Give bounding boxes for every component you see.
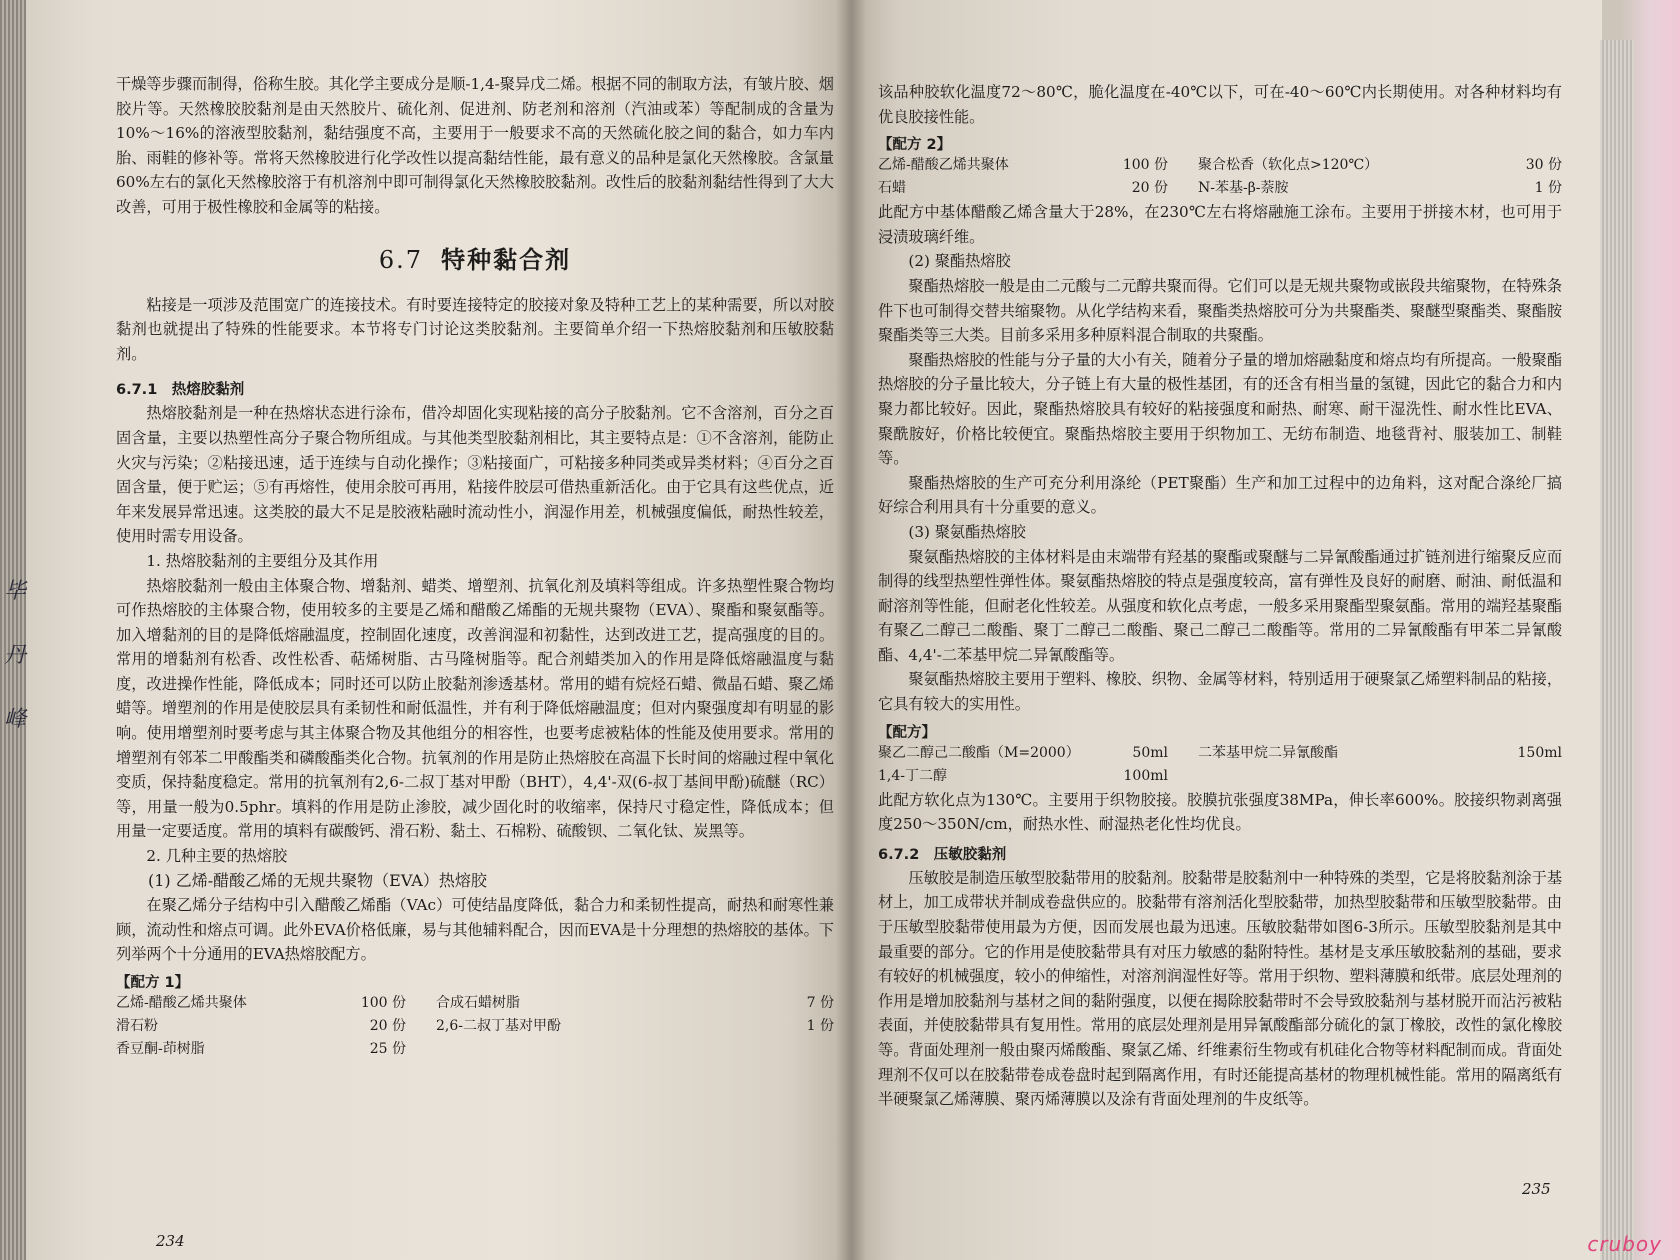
amount: 20 份 xyxy=(1131,180,1168,197)
formula1-label: 【配方 1】 xyxy=(116,975,190,991)
amount: 7 份 xyxy=(806,995,834,1011)
ingredient xyxy=(436,1038,794,1061)
page-number-right: 235 xyxy=(1522,1180,1551,1198)
formula2-label: 【配方 2】 xyxy=(878,137,952,154)
amount: 1 份 xyxy=(1534,180,1562,197)
ingredient: 乙烯-醋酸乙烯共聚体 xyxy=(878,157,1009,174)
eva-text: 在聚乙烯分子结构中引入醋酸乙烯酯（VAc）可使结晶度降低，黏合力和柔韧性提高，耐热和耐寒性兼顾，流动性和熔点可调。此外EVA价格低廉，易与其他辅料配合，因而EVA是十分理想的热熔胶的基体。下列举两个十分通用的EVA热熔胶配方。 xyxy=(116,896,834,964)
pu-p1: 聚氨酯热熔胶的主体材料是由末端带有羟基的聚酯或聚醚与二异氰酸酯通过扩链剂进行缩聚反应而制得的线型热塑性弹性体。聚氨酯热熔胶的特点是强度较高，富有弹性及良好的耐磨、耐油、耐低温和耐溶剂等性能，但耐老化性较差。从强度和软化点考虑，一般多采用聚酯型聚氨酯。常用的端羟基聚酯有聚乙二醇己二酸酯、聚丁二醇己二酸酯、聚己二醇己二酸酯等。常用的二异氰酸酯有甲苯二异氰酸酯、4,4'-二苯基甲烷二异氰酸酯等。 xyxy=(878,547,1562,664)
book-gutter xyxy=(836,0,866,1260)
ingredient: 聚乙二醇己二酸酯（M=2000） xyxy=(878,744,1080,761)
watermark-text: cruboy xyxy=(1587,1232,1662,1256)
eva-title: (1) 乙烯-醋酸乙烯的无规共聚物（EVA）热熔胶 xyxy=(148,870,487,890)
ingredient: 滑石粉 xyxy=(116,1018,158,1034)
formula-row xyxy=(878,742,1562,765)
formula-row xyxy=(878,765,1562,788)
amount: 100 份 xyxy=(360,995,406,1011)
ingredient: 合成石蜡树脂 xyxy=(436,995,520,1011)
amount: 150ml xyxy=(1517,744,1562,761)
formula-row xyxy=(878,177,1562,200)
section-title: 特种黏合剂 xyxy=(441,244,572,274)
section-number: 6.7 xyxy=(378,245,424,274)
right-page-edges xyxy=(1600,40,1634,1260)
formula3-table xyxy=(878,742,1562,788)
eva-properties: 该品种胶软化温度72～80℃，脆化温度在-40℃以下，可在-40～60℃内长期使用。对各种材料均有优良胶接性能。 xyxy=(878,83,1562,126)
ingredient: 聚合松香（软化点>120℃） xyxy=(1198,157,1379,174)
subsection-671-heading: 6.7.1 热熔胶黏剂 xyxy=(116,382,245,399)
formula3-label: 【配方】 xyxy=(878,724,936,741)
amount: 30 份 xyxy=(1525,157,1562,174)
handwritten-note: 毕 丹 峰 xyxy=(4,579,27,732)
amount xyxy=(794,1038,834,1061)
ingredient: 石蜡 xyxy=(878,180,906,197)
formula-row xyxy=(116,992,834,1015)
amount: 1 份 xyxy=(806,1018,834,1034)
subsection-672-heading: 6.7.2 压敏胶黏剂 xyxy=(878,846,1007,863)
ingredient xyxy=(1198,765,1502,788)
ingredient: 香豆酮-茚树脂 xyxy=(116,1041,205,1057)
ingredient: 二苯基甲烷二异氰酸酯 xyxy=(1198,744,1338,761)
polyester-p3: 聚酯热熔胶的生产可充分利用涤纶（PET聚酯）生产和加工过程中的边角料，这对配合涤纶厂搞好综合利用具有十分重要的意义。 xyxy=(878,473,1562,517)
page-number-left: 234 xyxy=(156,1232,185,1250)
amount xyxy=(1502,765,1562,788)
point2-heading: 2. 几种主要的热熔胶 xyxy=(146,847,288,866)
formula1-table xyxy=(116,992,834,1061)
formula-row xyxy=(116,1015,834,1038)
pu-title: (3) 聚氨酯热熔胶 xyxy=(908,522,1026,541)
formula2-table xyxy=(878,154,1562,200)
formula2-note: 此配方中基体醋酸乙烯含量大于28%，在230℃左右将熔融施工涂布。主要用于拼接木材，也可用于浸渍玻璃纤维。 xyxy=(878,203,1562,246)
polyester-p2: 聚酯热熔胶的性能与分子量的大小有关，随着分子量的增加熔融黏度和熔点均有所提高。一般聚酯热熔胶的分子量比较大，分子链上有大量的极性基团，有的还含有相当量的氢键，因此它的黏合力和内聚力都比较好。因此，聚酯热熔胶具有较好的粘接强度和耐热、耐寒、耐干湿洗性、耐水性比EVA、聚酰胺好，价格比较便宜。聚酯热熔胶主要用于织物加工、无纺布制造、地毯背衬、服装加工、制鞋等。 xyxy=(878,350,1562,468)
ingredient: 乙烯-醋酸乙烯共聚体 xyxy=(116,995,247,1011)
right-page xyxy=(852,0,1602,1260)
point1-heading: 1. 热熔胶黏剂的主要组分及其作用 xyxy=(146,551,379,570)
ingredient: 1,4-丁二醇 xyxy=(878,767,947,784)
pressure-sensitive-text: 压敏胶是制造压敏型胶黏带用的胶黏剂。胶黏带是胶黏剂中一种特殊的类型，它是将胶黏剂涂于基材上，加工成带状并制成卷盘供应的。胶黏带有溶剂活化型胶黏带，加热型胶黏带和压敏型胶黏带。由于压敏型胶黏带使用最为方便，因而发展也最为迅速。压敏胶黏带如图6-3所示。压敏型胶黏剂是其中最重要的部分。它的作用是使胶黏带具有对压力敏感的黏附特性。基材是支承压敏胶黏剂的基础，要求有较好的机械强度，较小的伸缩性，对溶剂润湿性好等。常用于织物、塑料薄膜和纸带。底层处理剂的作用是增加胶黏剂与基材之间的黏附强度，以便在揭除胶黏带时不会导致胶黏剂与基材脱开而沾污被粘表面，并使胶黏带具有复用性。常用的底层处理剂是用异氰酸酯部分硫化的氯丁橡胶，改性的氯化橡胶等。背面处理剂一般由聚丙烯酸酯、聚氯乙烯、纤维素衍生物或有机硅化合物等材料配制而成。背面处理剂不仅可以在胶黏带卷成卷盘时起到隔离作用，有时还能提高基材的物理机械性能。常用的隔离纸有半硬聚氯乙烯薄膜、聚丙烯薄膜以及涂有背面处理剂的牛皮纸等。 xyxy=(878,868,1562,1109)
amount: 25 份 xyxy=(369,1041,406,1057)
polyester-p1: 聚酯热熔胶一般是由二元酸与二元醇共聚而得。它们可以是无规共聚物或嵌段共缩聚物，在特殊条件下也可制得交替共缩聚物。从化学结构来看，聚酯类热熔胶可分为共聚酯类、聚醚型聚酯类、聚酯胺聚酯类等三大类。目前多采用多种原料混合制取的共聚酯。 xyxy=(878,276,1562,345)
left-page xyxy=(26,0,852,1260)
ingredient: 2,6-二叔丁基对甲酚 xyxy=(436,1018,561,1034)
polyester-title: (2) 聚酯热熔胶 xyxy=(908,252,1011,271)
ingredient: N-苯基-β-萘胺 xyxy=(1198,180,1289,197)
amount: 100ml xyxy=(1123,767,1168,784)
amount: 20 份 xyxy=(369,1018,406,1034)
formula-row xyxy=(116,1038,834,1061)
section-heading xyxy=(116,240,834,275)
pu-p2: 聚氨酯热熔胶主要用于塑料、橡胶、织物、金属等材料，特别适用于硬聚氯乙烯塑料制品的粘接，它具有较大的实用性。 xyxy=(878,670,1562,714)
paragraph-natural-rubber: 干燥等步骤而制得，俗称生胶。其化学主要成分是顺-1,4-聚异戊二烯。根据不同的制取方法，有皱片胶、烟胶片等。天然橡胶胶黏剂是由天然胶片、硫化剂、促进剂、防老剂和溶剂（汽油或苯）等配制成的含量为10%～16%的溶液型胶黏剂，黏结强度不高，主要用于一般要求不高的天然硫化胶之间的黏合，如力车内胎、雨鞋的修补等。常将天然橡胶进行化学改性以提高黏结性能，最有意义的品种是氯化天然橡胶。含氯量60%左右的氯化天然橡胶溶于有机溶剂中即可制得氯化天然橡胶胶黏剂。改性后的胶黏剂黏结性得到了大大改善，可用于极性橡胶和金属等的粘接。 xyxy=(116,75,834,216)
hot-melt-paragraph: 热熔胶黏剂是一种在热熔状态进行涂布，借冷却固化实现粘接的高分子胶黏剂。它不含溶剂，百分之百固含量，主要以热塑性高分子聚合物所组成。与其他类型胶黏剂相比，其主要特点是：①不含溶剂，能防止火灾与污染；②粘接迅速，适于连续与自动化操作；③粘接面广，可粘接多种同类或异类材料；④百分之百固含量，便于贮运；⑤有再熔性，使用余胶可再用，粘接件胶层可借热重新活化。由于它具有这些优点，近年来发展异常迅速。这类胶的最大不足是胶液粘融时流动性小，润湿作用差，机械强度偏低，耐热性较差，使用时需专用设备。 xyxy=(116,404,834,546)
formula3-note: 此配方软化点为130℃。主要用于织物胶接。胶膜抗张强度38MPa，伸长率600%。胶接织物剥离强度250～350N/cm，耐热水性、耐湿热老化性均优良。 xyxy=(878,790,1562,834)
section-intro: 粘接是一项涉及范围宽广的连接技术。有时要连接特定的胶接对象及特种工艺上的某种需要，所以对胶黏剂也就提出了特殊的性能要求。本节将专门讨论这类胶黏剂。主要简单介绍一下热熔胶黏剂和压敏胶黏剂。 xyxy=(116,295,834,363)
formula-row xyxy=(878,154,1562,177)
amount: 50ml xyxy=(1132,744,1168,761)
point1-text: 热熔胶黏剂一般由主体聚合物、增黏剂、蜡类、增塑剂、抗氧化剂及填料等组成。许多热塑性聚合物均可作热熔胶的主体聚合物，使用较多的主要是乙烯和醋酸乙烯酯的无规共聚物（EVA）、聚酯和聚氨酯等。加入增黏剂的目的是降低熔融温度，控制固化速度，改善润湿和初黏性，达到改进工艺，提高强度的目的。常用的增黏剂有松香、改性松香、萜烯树脂、古马隆树脂等。配合剂蜡类加入的作用是降低熔融温度与黏度，改进操作性能，降低成本；同时还可以防止胶黏剂渗透基材。常用的蜡有烷烃石蜡、微晶石蜡、聚乙烯蜡等。增塑剂的作用是使胶层具有柔韧性和耐低温性，并有利于降低熔融温度；但对内聚强度却有明显的影响。使用增塑剂时要考虑与其主体聚合物及其他组分的相容性，也要考虑被粘体的性能及使用要求。常用的增塑剂有邻苯二甲酸酯类和磷酸酯类化合物。抗氧剂的作用是防止热熔胶在高温下长时间的熔融过程中氧化变质，保持黏度稳定。常用的抗氧剂有2,6-二叔丁基对甲酚（BHT），4,4'-双(6-叔丁基间甲酚)硫醚（RC）等，用量一般为0.5phr。填料的作用是防止渗胶，减少固化时的收缩率，保持尺寸稳定性，降低成本；但用量一定要适度。常用的填料有碳酸钙、滑石粉、黏土、石棉粉、硫酸钡、二氧化钛、炭黑等。 xyxy=(116,576,834,841)
amount: 100 份 xyxy=(1122,157,1168,174)
